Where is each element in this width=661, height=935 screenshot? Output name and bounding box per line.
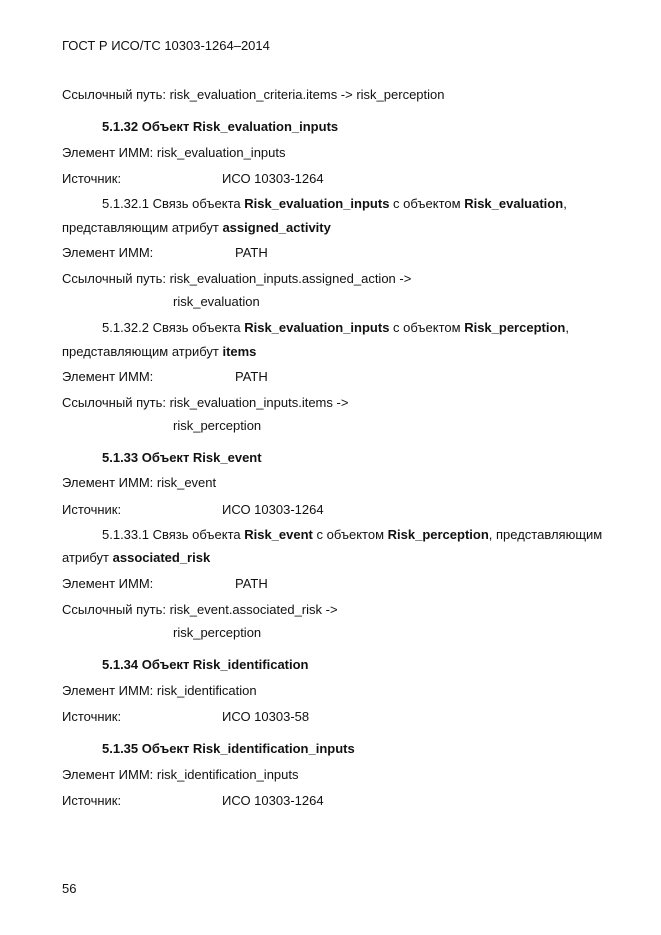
relation-paragraph-cont: представляющим атрибут items	[62, 344, 257, 359]
section-heading: 5.1.34 Объект Risk_identification	[102, 657, 309, 672]
imm-element: Элемент ИММ: PATH	[62, 245, 268, 260]
relation-paragraph-cont: представляющим атрибут assigned_activity	[62, 220, 331, 235]
reference-path-cont: risk_perception	[173, 625, 262, 640]
imm-element: Элемент ИММ: PATH	[62, 369, 268, 384]
reference-path: Ссылочный путь: risk_event.associated_risk ->	[62, 602, 338, 617]
imm-element: Элемент ИММ: PATH	[62, 576, 268, 591]
source-line: Источник: ИСО 10303-1264	[62, 171, 324, 186]
relation-paragraph: 5.1.32.2 Связь объекта Risk_evaluation_inputs с объектом Risk_perception,	[102, 320, 569, 335]
document-header: ГОСТ Р ИСО/ТС 10303-1264–2014	[62, 38, 270, 53]
imm-element: Элемент ИММ: risk_identification	[62, 683, 257, 698]
source-line: Источник: ИСО 10303-1264	[62, 502, 324, 517]
imm-element: Элемент ИММ: risk_identification_inputs	[62, 767, 299, 782]
imm-element: Элемент ИММ: risk_evaluation_inputs	[62, 145, 286, 160]
relation-paragraph: 5.1.32.1 Связь объекта Risk_evaluation_inputs с объектом Risk_evaluation,	[102, 196, 567, 211]
source-line: Источник: ИСО 10303-58	[62, 709, 310, 724]
reference-path: Ссылочный путь: risk_evaluation_inputs.items ->	[62, 395, 349, 410]
source-line: Источник: ИСО 10303-1264	[62, 793, 324, 808]
section-heading: 5.1.32 Объект Risk_evaluation_inputs	[102, 119, 339, 134]
reference-path: Ссылочный путь: risk_evaluation_criteria.items -> risk_perception	[62, 87, 445, 102]
relation-paragraph: 5.1.33.1 Связь объекта Risk_event с объектом Risk_perception, представляющим	[102, 527, 603, 542]
imm-element: Элемент ИММ: risk_event	[62, 475, 217, 490]
reference-path: Ссылочный путь: risk_evaluation_inputs.assigned_action ->	[62, 271, 412, 286]
section-heading: 5.1.35 Объект Risk_identification_inputs	[102, 741, 355, 756]
page-number: 56	[62, 881, 77, 896]
section-heading: 5.1.33 Объект Risk_event	[102, 450, 262, 465]
relation-paragraph-cont: атрибут associated_risk	[62, 550, 211, 565]
reference-path-cont: risk_evaluation	[173, 294, 260, 309]
reference-path-cont: risk_perception	[173, 418, 262, 433]
